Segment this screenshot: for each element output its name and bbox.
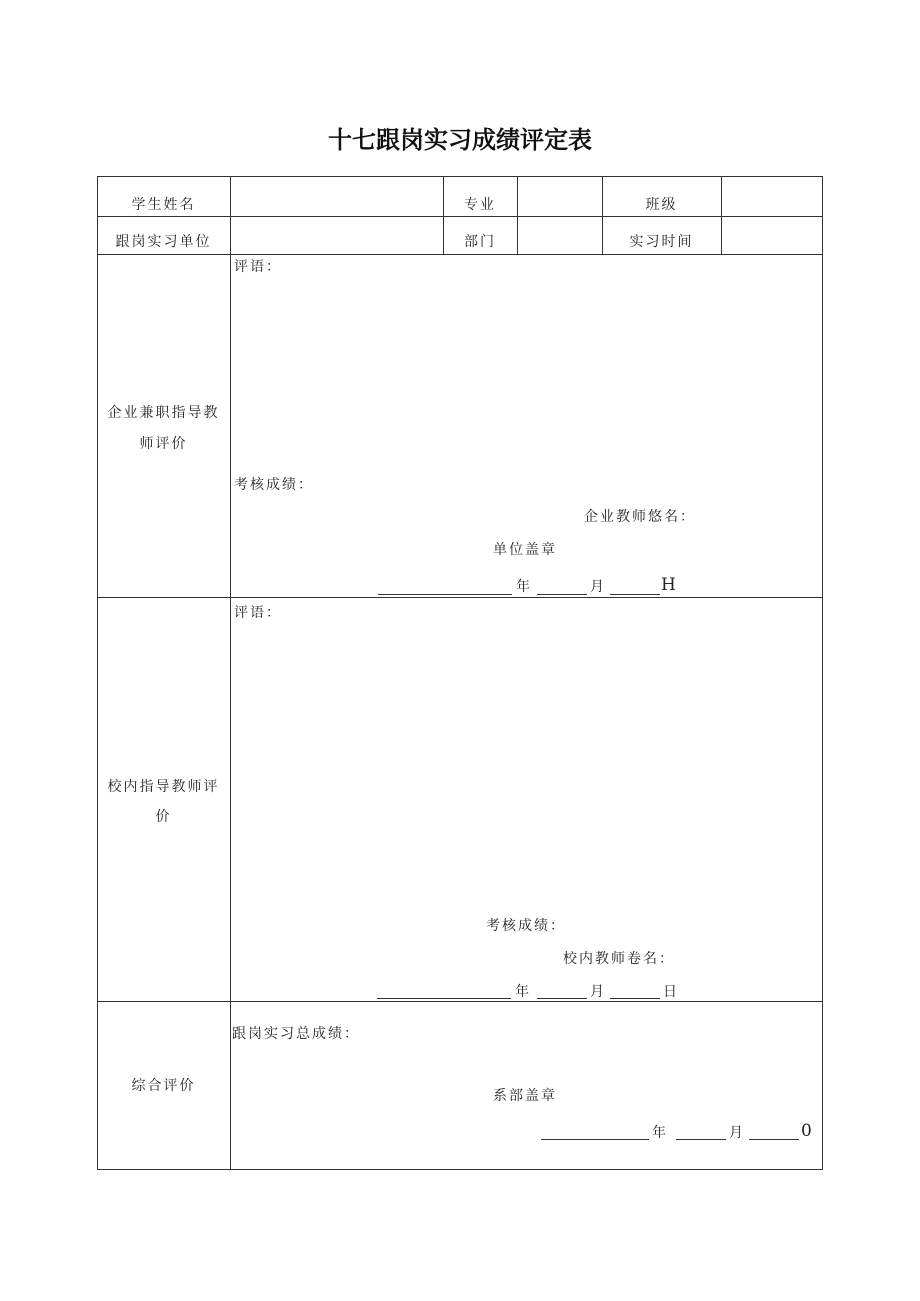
overall-evaluation-label: 综合评价 [131,1078,196,1094]
row-divider [97,1001,823,1002]
school-month-blank [537,998,587,999]
overall-year-blank [541,1139,649,1140]
company-day-label: H [661,575,676,595]
unit-label: 跟岗实习单位 [115,234,212,250]
total-score-label: 跟岗实习总成绩： [232,1026,360,1042]
company-teacher-label-cont: 师评价 [139,436,188,452]
company-month-blank [537,594,587,595]
column-divider [517,176,518,255]
department-stamp-label: 系部盖章 [493,1088,557,1104]
overall-day-label: 0 [801,1121,812,1141]
school-teacher-label-cont: 价 [155,809,172,825]
row-divider [97,597,823,598]
company-stamp-label: 单位盖章 [493,542,557,558]
row-divider [97,254,823,255]
company-comment-label: 评语： [234,259,282,275]
column-divider [230,176,231,1170]
school-signature-label: 校内教师卷名： [563,951,675,967]
company-score-label: 考核成绩： [234,477,314,493]
school-month-label: 月 [590,984,606,1000]
company-year-blank [378,594,512,595]
overall-month-blank [676,1139,726,1140]
table-border-left [97,176,98,1170]
school-comment-label: 评语： [234,605,282,621]
page-title: 十七跟岗实习成绩评定表 [328,126,592,154]
class-label: 班级 [645,197,678,213]
school-score-label: 考核成绩： [486,918,566,934]
company-day-blank [610,594,660,595]
company-year-label: 年 [516,579,532,595]
table-border-right [822,176,823,1170]
table-border-top [97,176,823,177]
department-label: 部门 [464,234,496,250]
school-year-blank [377,998,511,999]
school-day-blank [610,998,660,999]
company-month-label: 月 [590,579,606,595]
overall-day-blank [749,1139,799,1140]
period-label: 实习时间 [629,234,694,250]
overall-year-label: 年 [652,1125,668,1141]
school-teacher-label: 校内指导教师评 [107,779,220,795]
student-name-label: 学生姓名 [131,197,196,213]
row-divider [97,216,823,217]
school-year-label: 年 [515,984,531,1000]
overall-month-label: 月 [729,1125,745,1141]
company-signature-label: 企业教师悠名： [584,509,696,525]
company-teacher-label: 企业兼职指导教 [107,405,220,421]
school-day-label: 日 [663,984,679,1000]
major-label: 专业 [464,197,496,213]
column-divider [721,176,722,255]
table-border-bottom [97,1169,823,1170]
